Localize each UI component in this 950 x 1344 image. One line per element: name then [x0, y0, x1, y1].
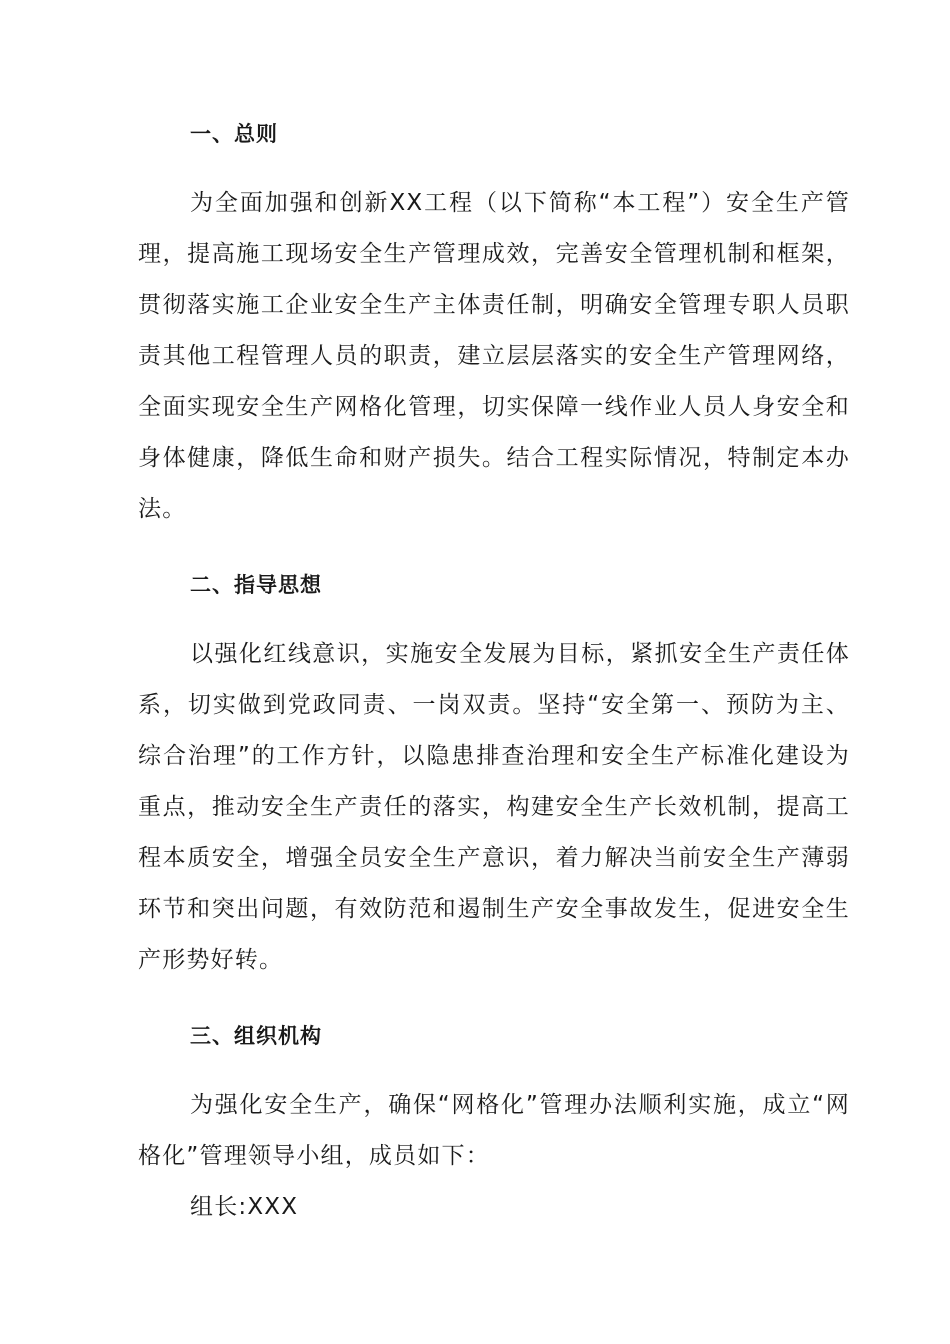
document-body	[138, 112, 850, 1233]
section-guiding-ideology	[138, 563, 850, 986]
section-paragraph: 以强化红线意识，实施安全发展为目标，紧抓安全生产责任体系，切实做到党政同责、一岗双责。坚持“安全第一、预防为主、综合治理”的工作方针，以隐患排查治理和安全生产标准化建设为重点，推动安全生产责任的落实，构建安全生产长效机制，提高工程本质安全，增强全员安全生产意识，着力解决当前安全生产薄弱环节和突出问题，有效防范和遏制生产安全事故发生，促进安全生产形势好转。	[138, 641, 850, 973]
section-general	[138, 112, 850, 535]
section-organization	[138, 1014, 850, 1233]
section-heading: 一、总则	[190, 122, 278, 146]
section-heading: 二、指导思想	[190, 573, 322, 597]
team-leader-line: 组长:XXX	[190, 1194, 299, 1220]
section-heading: 三、组织机构	[190, 1024, 322, 1048]
section-paragraph: 为强化安全生产，确保“网格化”管理办法顺利实施，成立“网格化”管理领导小组，成员如下：	[138, 1092, 850, 1169]
section-paragraph: 为全面加强和创新XX工程（以下简称“本工程”）安全生产管理，提高施工现场安全生产管理成效，完善安全管理机制和框架，贯彻落实施工企业安全生产主体责任制，明确安全管理专职人员职责其他工程管理人员的职责，建立层层落实的安全生产管理网络，全面实现安全生产网格化管理，切实保障一线作业人员人身安全和身体健康，降低生命和财产损失。结合工程实际情况，特制定本办法。	[138, 190, 850, 522]
